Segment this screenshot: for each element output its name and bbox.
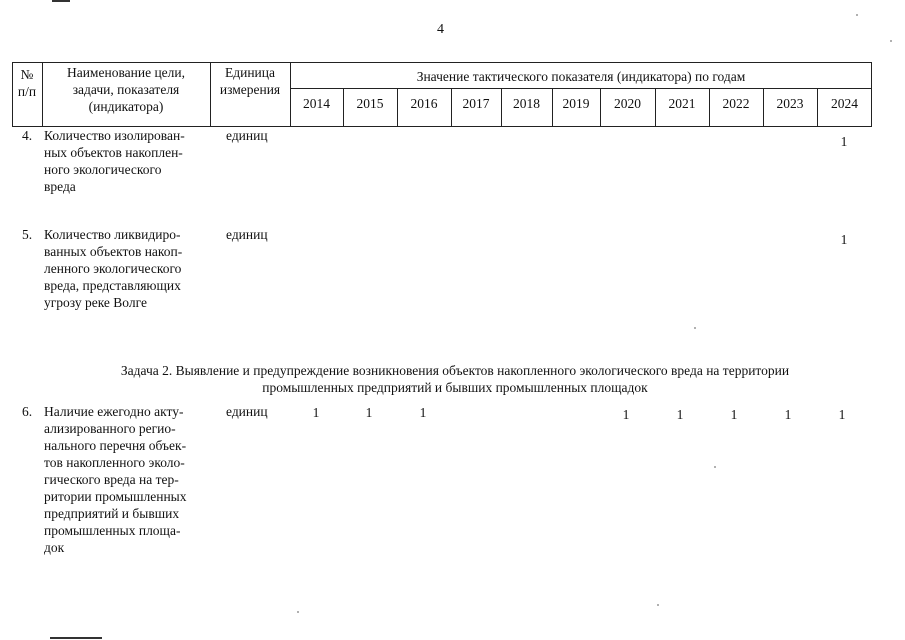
header-name: Наименование цели, задачи, показателя (индикатора) xyxy=(66,65,186,114)
value-2014: 1 xyxy=(312,405,320,420)
row-name: Наличие ежегодно акту- ализированного регио- нального перечня объек- тов накопленного эколо- гического вреда на тер- ритории промышленных предприятий и бывших промышленных площа- док xyxy=(44,404,187,555)
year-2019: 2019 xyxy=(562,96,590,111)
value-2015: 1 xyxy=(365,405,373,420)
value-2024: 1 xyxy=(838,407,846,422)
scan-artifact xyxy=(890,40,892,42)
scan-artifact xyxy=(50,637,102,639)
value-2020: 1 xyxy=(622,407,630,422)
header-values: Значение тактического показателя (индикатора) по годам xyxy=(416,69,746,84)
page-number: 4 xyxy=(437,22,444,37)
year-2022: 2022 xyxy=(722,96,750,111)
value-2016: 1 xyxy=(419,405,427,420)
row-unit: единиц xyxy=(226,404,268,419)
year-2016: 2016 xyxy=(410,96,438,111)
scan-artifact xyxy=(657,604,659,606)
header-unit: Единица измерения xyxy=(219,65,281,97)
value-2024: 1 xyxy=(840,134,848,149)
row-unit: единиц xyxy=(226,128,268,143)
row-number: 6. xyxy=(22,404,33,419)
year-2014: 2014 xyxy=(303,96,330,111)
row-name: Количество изолирован- ных объектов накоплен- ного экологического вреда xyxy=(44,128,185,194)
row-name: Количество ликвидиро- ванных объектов накоп- ленного экологического вреда, представляющих угрозу реке Волге xyxy=(44,227,183,310)
year-2017: 2017 xyxy=(462,96,490,111)
value-2021: 1 xyxy=(676,407,684,422)
year-2021: 2021 xyxy=(668,96,696,111)
task-2-heading: Задача 2. Выявление и предупреждение возникновения объектов накопленного экологического вреда на территории промышленных предприятий и бывших промышленных площадок xyxy=(120,363,790,395)
scan-artifact xyxy=(714,466,716,468)
value-2022: 1 xyxy=(730,407,738,422)
row-unit: единиц xyxy=(226,227,268,242)
year-2015: 2015 xyxy=(356,96,384,111)
header-divider xyxy=(290,88,872,89)
year-2020: 2020 xyxy=(614,96,641,111)
scan-artifact xyxy=(52,0,70,2)
scan-artifact xyxy=(297,611,299,613)
row-number: 5. xyxy=(22,227,33,242)
year-2023: 2023 xyxy=(776,96,804,111)
scan-artifact xyxy=(694,327,696,329)
year-2018: 2018 xyxy=(513,96,540,111)
header-num: № п/п xyxy=(17,67,37,99)
row-number: 4. xyxy=(22,128,33,143)
value-2023: 1 xyxy=(784,407,792,422)
value-2024: 1 xyxy=(840,232,848,247)
scan-artifact xyxy=(856,14,858,16)
year-2024: 2024 xyxy=(831,96,858,111)
